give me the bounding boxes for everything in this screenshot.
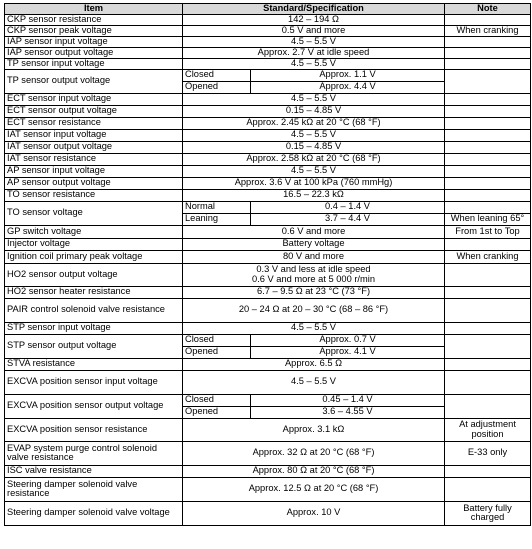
table-row [5,141,531,153]
note-cell [445,322,531,334]
note-cell: When cranking [445,25,531,36]
header-note: Note [445,4,531,15]
note-cell [445,165,531,177]
table-row [5,15,531,26]
item-cell: IAT sensor resistance [5,153,183,165]
note-cell: When leaning 65° [445,213,531,225]
spec-cell [183,465,445,477]
note-cell: From 1st to Top [445,225,531,238]
note-cell [445,47,531,58]
condition-cell: Closed [183,334,251,346]
spec-line: 80 V and more [283,250,344,261]
spec-line: Battery voltage [282,238,345,249]
spec-cell [183,238,445,250]
table-body [5,15,531,526]
spec-line: 0.3 V and less at idle speed [256,264,371,274]
spec-line: 20 – 24 Ω at 20 – 30 °C (68 – 86 °F) [238,304,389,315]
spec-line: 0.5 V and more [281,25,346,35]
item-cell: Steering damper solenoid valve voltage [5,501,183,525]
table-row [5,322,531,334]
spec-cell: 0.4 – 1.4 V [251,201,445,213]
note-cell: At adjustment position [445,418,531,441]
note-cell [445,238,531,250]
table-row [5,189,531,201]
spec-line: 0.6 V and more at 5 000 r/min [252,273,375,284]
spec-line: 0.15 – 4.85 V [285,105,342,116]
spec-cell [183,165,445,177]
spec-line: Approx. 3.1 kΩ [282,423,345,434]
spec-cell [183,36,445,47]
spec-cell [183,322,445,334]
item-cell: TO sensor resistance [5,189,183,201]
condition-cell: Closed [183,394,251,406]
spec-line: Approx. 2.7 V at idle speed [257,47,370,57]
note-cell: Battery fully charged [445,501,531,525]
spec-cell [183,58,445,69]
table-row [5,36,531,47]
item-cell: STP sensor output voltage [5,334,183,358]
spec-line: 6.7 – 9.5 Ω at 23 °C (73 °F) [256,286,371,297]
note-cell [445,358,531,370]
item-cell: PAIR control solenoid valve resistance [5,298,183,322]
table-row [5,477,531,501]
spec-cell: 3.6 – 4.55 V [251,406,445,418]
spec-cell: Approx. 0.7 V [251,334,445,346]
item-cell: IAT sensor input voltage [5,129,183,141]
table-row [5,117,531,129]
note-cell [445,263,531,286]
table-row [5,201,531,213]
condition-cell: Opened [183,346,251,358]
spec-line: 4.5 – 5.5 V [291,36,336,46]
condition-cell: Opened [183,81,251,93]
condition-cell: Leaning [183,213,251,225]
item-cell: IAP sensor output voltage [5,47,183,58]
spec-line: 142 – 194 Ω [288,14,339,24]
condition-cell: Opened [183,406,251,418]
note-cell [445,69,531,93]
item-cell: TP sensor input voltage [5,58,183,69]
note-cell [445,129,531,141]
spec-cell: Approx. 4.1 V [251,346,445,358]
item-cell: EVAP system purge control solenoid valve resistance [5,441,183,465]
item-cell: GP switch voltage [5,225,183,238]
item-cell: Injector voltage [5,238,183,250]
note-cell [445,465,531,477]
table-row [5,69,531,81]
spec-cell [183,477,445,501]
item-cell: STVA resistance [5,358,183,370]
spec-cell [183,263,445,286]
item-cell: ECT sensor resistance [5,117,183,129]
item-cell: AP sensor output voltage [5,177,183,189]
table-row [5,501,531,525]
spec-line: 4.5 – 5.5 V [291,165,336,176]
item-cell: STP sensor input voltage [5,322,183,334]
item-cell: IAP sensor input voltage [5,36,183,47]
spec-cell [183,286,445,298]
table-row [5,334,531,346]
table-row [5,238,531,250]
header-row [5,4,531,15]
item-cell: EXCVA position sensor output voltage [5,394,183,418]
note-cell [445,141,531,153]
spec-cell [183,153,445,165]
table-row [5,370,531,394]
note-cell [445,105,531,117]
spec-cell [183,141,445,153]
spec-line: 16.5 – 22.3 kΩ [283,189,344,200]
note-cell: When cranking [445,250,531,263]
spec-line: Approx. 2.58 kΩ at 20 °C (68 °F) [246,153,381,164]
spec-line: Approx. 3.6 V at 100 kPa (760 mmHg) [234,177,393,188]
item-cell: ECT sensor input voltage [5,93,183,105]
spec-cell [183,93,445,105]
note-cell [445,36,531,47]
condition-cell: Closed [183,69,251,81]
note-cell [445,394,531,418]
table-row [5,93,531,105]
note-cell [445,298,531,322]
item-cell: TP sensor output voltage [5,69,183,93]
item-cell: HO2 sensor heater resistance [5,286,183,298]
spec-cell [183,250,445,263]
spec-line: Approx. 80 Ω at 20 °C (68 °F) [252,465,375,476]
item-cell: Steering damper solenoid valve resistance [5,477,183,501]
spec-line: 4.5 – 5.5 V [291,322,336,333]
item-cell: IAT sensor output voltage [5,141,183,153]
spec-cell [183,501,445,525]
table-row [5,25,531,36]
table-row [5,465,531,477]
table-row [5,165,531,177]
table-row [5,286,531,298]
spec-cell [183,105,445,117]
table-row [5,418,531,441]
spec-line: 4.5 – 5.5 V [291,129,336,140]
table-row [5,441,531,465]
spec-line: Approx. 6.5 Ω [284,358,343,369]
spec-cell [183,298,445,322]
note-cell [445,58,531,69]
item-cell: AP sensor input voltage [5,165,183,177]
spec-line: Approx. 32 Ω at 20 °C (68 °F) [252,447,375,458]
header-specification: Standard/Specification [183,4,445,15]
spec-cell [183,47,445,58]
spec-cell [183,370,445,394]
spec-cell [183,25,445,36]
note-cell [445,177,531,189]
spec-cell: Approx. 1.1 V [251,69,445,81]
spec-line: Approx. 2.45 kΩ at 20 °C (68 °F) [246,117,381,128]
spec-cell [183,225,445,238]
spec-line: 0.15 – 4.85 V [285,141,342,152]
table-row [5,105,531,117]
item-cell: ECT sensor output voltage [5,105,183,117]
header-item: Item [5,4,183,15]
table-row [5,394,531,406]
item-cell: ISC valve resistance [5,465,183,477]
table-row [5,177,531,189]
spec-line: 0.6 V and more [281,225,346,236]
spec-cell [183,418,445,441]
table-row [5,153,531,165]
table-row [5,250,531,263]
spec-cell: Approx. 4.4 V [251,81,445,93]
note-cell [445,189,531,201]
item-cell: CKP sensor resistance [5,15,183,26]
spec-cell [183,129,445,141]
item-cell: TO sensor voltage [5,201,183,225]
spec-line: 4.5 – 5.5 V [291,376,336,387]
item-cell: CKP sensor peak voltage [5,25,183,36]
item-cell: HO2 sensor output voltage [5,263,183,286]
table-row [5,129,531,141]
note-cell [445,370,531,394]
table-row [5,263,531,286]
note-cell [445,15,531,26]
spec-line: Approx. 10 V [286,507,341,518]
spec-cell: 3.7 – 4.4 V [251,213,445,225]
table-row [5,225,531,238]
spec-line: 4.5 – 5.5 V [291,58,336,68]
note-cell [445,286,531,298]
spec-cell: 0.45 – 1.4 V [251,394,445,406]
note-cell [445,334,531,358]
spec-line: 4.5 – 5.5 V [291,93,336,104]
note-cell [445,93,531,105]
note-cell [445,477,531,501]
item-cell: EXCVA position sensor resistance [5,418,183,441]
spec-cell [183,189,445,201]
spec-cell [183,441,445,465]
table-row [5,47,531,58]
condition-cell: Normal [183,201,251,213]
note-cell: E-33 only [445,441,531,465]
item-cell: Ignition coil primary peak voltage [5,250,183,263]
table-row [5,58,531,69]
note-cell [445,201,531,213]
spec-cell [183,177,445,189]
spec-cell [183,15,445,26]
spec-cell [183,358,445,370]
spec-line: Approx. 12.5 Ω at 20 °C (68 °F) [248,483,379,494]
specification-table [4,3,531,526]
spec-cell [183,117,445,129]
table-row [5,358,531,370]
table-row [5,298,531,322]
item-cell: EXCVA position sensor input voltage [5,370,183,394]
note-cell [445,117,531,129]
note-cell [445,153,531,165]
